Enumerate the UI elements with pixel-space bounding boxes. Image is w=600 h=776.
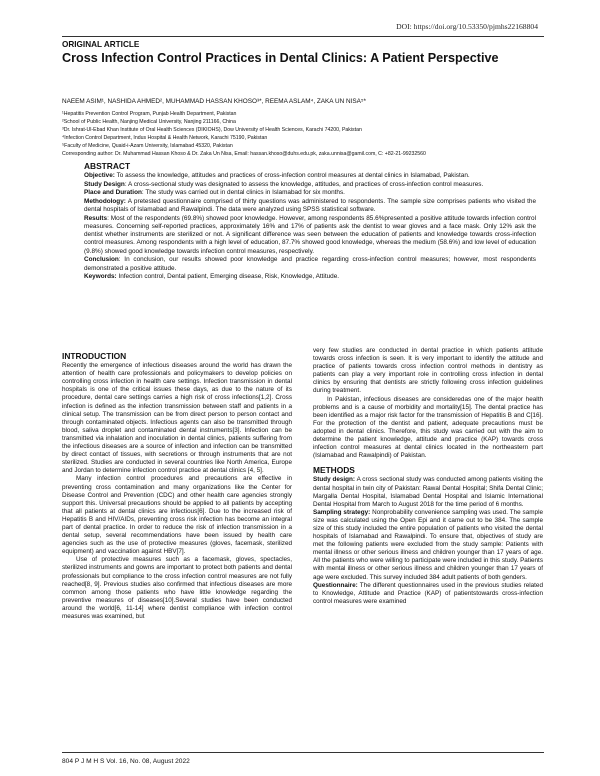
abstract-study-design: Study Design: A cross-sectional study was designated to assess the knowledge, attitudes, and practices of cross-infection control measures. (84, 180, 484, 188)
methods-heading: METHODS (313, 465, 355, 476)
corresponding-author: Corresponding author: Dr. Muhammad Hassan Khoso & Dr. Zaka Un Nisa, Email: hassan.khoso@duhs.edu.pk, zaka.unnisa@gamil.com, C: +82-21-99232560 (62, 151, 426, 157)
intro-paragraph: very few studies are conducted in dental practice in which patients attitude towards cross infection is seen. It is very important to identify the attitude and practice of patients towards cross infection control methods in dentistry as patients can play a very important role in controlling cross infection in dental clinics by ensuring that dentists are strictly following cross infection guidelines during treatment. (313, 347, 543, 395)
intro-paragraph: Recently the emergence of infectious diseases around the world has drawn the attention of health care professionals and policymakers to develop policies on controlling cross infection in health care settings. Infection transmission in dental hospitals is one of the critical issues these days, as due to the nature of its procedure, dental care settings carries a high risk of cross infections[1,2]. Cross infection is defined as the infection transmission between staff and patients in a clinical setup. The transmission can be from direct person to person contact and through contaminated objects. Infectious agents can also be transmitted through blood, saliva droplet and contaminated dental instruments[3]. Infection can be transmitted via inhalation and inoculation in dental clinics, patients suffering from the infectious diseases are a source of infection and infection can be transmitted by direct contact of tissues, with secretions or through instruments that are not sterilized. Studies are conducted in several countries like North America, Europe and Jordan to determine infection control practice at dental clinics [4, 5]. (62, 362, 292, 475)
methods-questionnaire: Questionnaire: The different questionnaires used in the previous studies related to Knowledge, Attitude and Practice (KAP) of patientstowards cross-infection control measures were examined (313, 581, 543, 605)
abstract-methodology: Methodology: A pretested questionnaire comprised of thirty questions was administered to respondents. The sample size comprises patients who visited the dental hospitals of Islamabad and Rawalpindi. The data were analyzed using SPSS statistical software. (84, 197, 536, 214)
affiliations (62, 110, 552, 158)
methods-sampling-strategy: Sampling strategy: Nonprobability convenience sampling was used. The sample size was calculated using the Open Epi and it came out to be 384. The sample size of this study included the entire population of patients who visited the dental hospitals of Islamabad and Rawalpindi. To ensure that, objectives of study are met the following patients were excluded from the study sample: Patients with mental illness or other serious illness and children younger than 17 years of age. All the patients who were willing to participate were included in this study. Patients with mental illness or other serious illness and children younger than 17 years of age were excluded. This survey included 384 adult patients of both genders. (313, 508, 544, 581)
intro-paragraph: Use of protective measures such as a facemask, gloves, spectacles, sterilized instruments and gowns are important to protect both patients and dental professionals but compliance to the cross infection control measures are not fully reached[8, 9]. Previous studies also confirmed that infectious diseases are more common among those patients who have little knowledge regarding the preventive measures of diseases[10].Several studies have been conducted around the world[6, 11-14] where dentist compliance with infection control measures was examined, but (62, 556, 292, 620)
intro-paragraph: In Pakistan, infectious diseases are consideredas one of the major health problems and is a cause of morbidity and mortality[15]. The dental practice has been identified as a major risk factor for the transmission of Hepatitis B and C[16]. For the protection of the dentist and patient, adequate precautions must be adopted in dental clinics. Therefore, this study was carried out with the aim to determine the patient knowledge, attitude and practice (KAP) towards cross infection control measures at dental clinics located in the northeastern part (Islamabad and Rawalpindi) of Pakistan. (313, 395, 543, 460)
introduction-heading: INTRODUCTION (62, 351, 127, 361)
footer-rule (62, 752, 544, 753)
methods-study-design: Study design: A cross sectional study was conducted among patients visiting the dental hospital in twin city of Pakistan: Rawal Dental Hospital; Shifa Dental Clinic; Margalla Dental Hospital, Islamabad Dental Hospital and Islamic International Dental Hospital from March to August 2018 for the time period of 6 months. (313, 476, 543, 508)
affiliation-5: ⁵Faculty of Medicine, Quaid-i-Azam University, Islamabad 45320, Pakistan (62, 143, 233, 149)
abstract-objective: Objective: To assess the knowledge, attitudes and practices of cross-infection control measures at dental clinics in Islamabad, Pakistan. (84, 172, 470, 180)
abstract-block (84, 162, 536, 281)
article-type: ORIGINAL ARTICLE (62, 40, 140, 49)
header-rule (62, 36, 544, 37)
abstract-results: Results: Most of the respondents (69.8%) showed poor knowledge. However, among respondents 85.6%presented a positive attitude towards infection control measures. Concerning self-reported practices, approximately 16% and 17% of patients ask the dentist to wear gloves and a face mask. Only 12% ask the dentist whether instruments are sterilized or not. A significant difference was seen between the education of patients and knowledge towards cross-infection control measures. Among respondents with a high level of education, 87.7% showed good knowledge, whereas the medium (58.6%) and low level of education (9.8%) showed good knowledge towards infection control measures, respectively. (84, 214, 536, 255)
affiliation-1: ¹Hepatitis Prevention Control Program, Punjab Health Department, Pakistan (62, 111, 237, 117)
affiliation-3: ³Dr. Ishrat-Ul-Ebad Khan Institute of Oral Health Sciences (DIKIOHS), Dow University of Health Sciences, Karachi 74200, Pakistan (62, 127, 362, 133)
left-column (62, 352, 292, 621)
affiliation-2: ²School of Public Health, Nanjing Medical University, Nanjing 211166, China (62, 119, 236, 125)
page-footer: 804 P J M H S Vol. 16, No. 08, August 2022 (62, 758, 190, 765)
abstract-keywords: Keywords: Infection control, Dental patient, Emerging disease, Risk, Knowledge, Attitude. (84, 272, 340, 280)
article-title: Cross Infection Control Practices in Dental Clinics: A Patient Perspective (62, 51, 499, 65)
doi-link[interactable]: DOI: https://doi.org/10.53350/pjmhs22168804 (396, 22, 538, 31)
intro-paragraph: Many infection control procedures and precautions are effective in preventing cross contamination and many organizations like the Center for Disease Control and Prevention (CDC) and other health care agencies strongly support this. Universal precautions should be applied to all patients by accepting that all patients at dental clinics are infectious[6]. Due to the increased risk of Hepatitis B and HIV/AIDs, preventing cross risk infection has become an integral part of dental practice. In order to reduce the risk of infection transmission in a dental setup, several recommendations have been issued by health care agencies such as the use of protective measures (gloves, facemask, sterilized equipment) and vaccination against HBV[7]. (62, 475, 292, 556)
abstract-place-duration: Place and Duration: The study was carried out in dental clinics in Islamabad for six months. (84, 189, 345, 197)
abstract-heading: ABSTRACT (84, 161, 131, 171)
author-list: NAEEM ASIM¹, NASHIDA AHMED², MUHAMMAD HASSAN KHOSO³*, REEMA ASLAM⁴, ZAKA UN NISA⁵* (62, 98, 367, 105)
affiliation-4: ⁴Infection Control Department, Indus Hospital & Health Network, Karachi 75190, Pakistan (62, 135, 268, 141)
abstract-conclusion: Conclusion: In conclusion, our results showed poor knowledge and practice regarding cross-infection control measures; however, most respondents demonstrated a positive attitude. (84, 256, 536, 272)
right-column (313, 347, 543, 606)
